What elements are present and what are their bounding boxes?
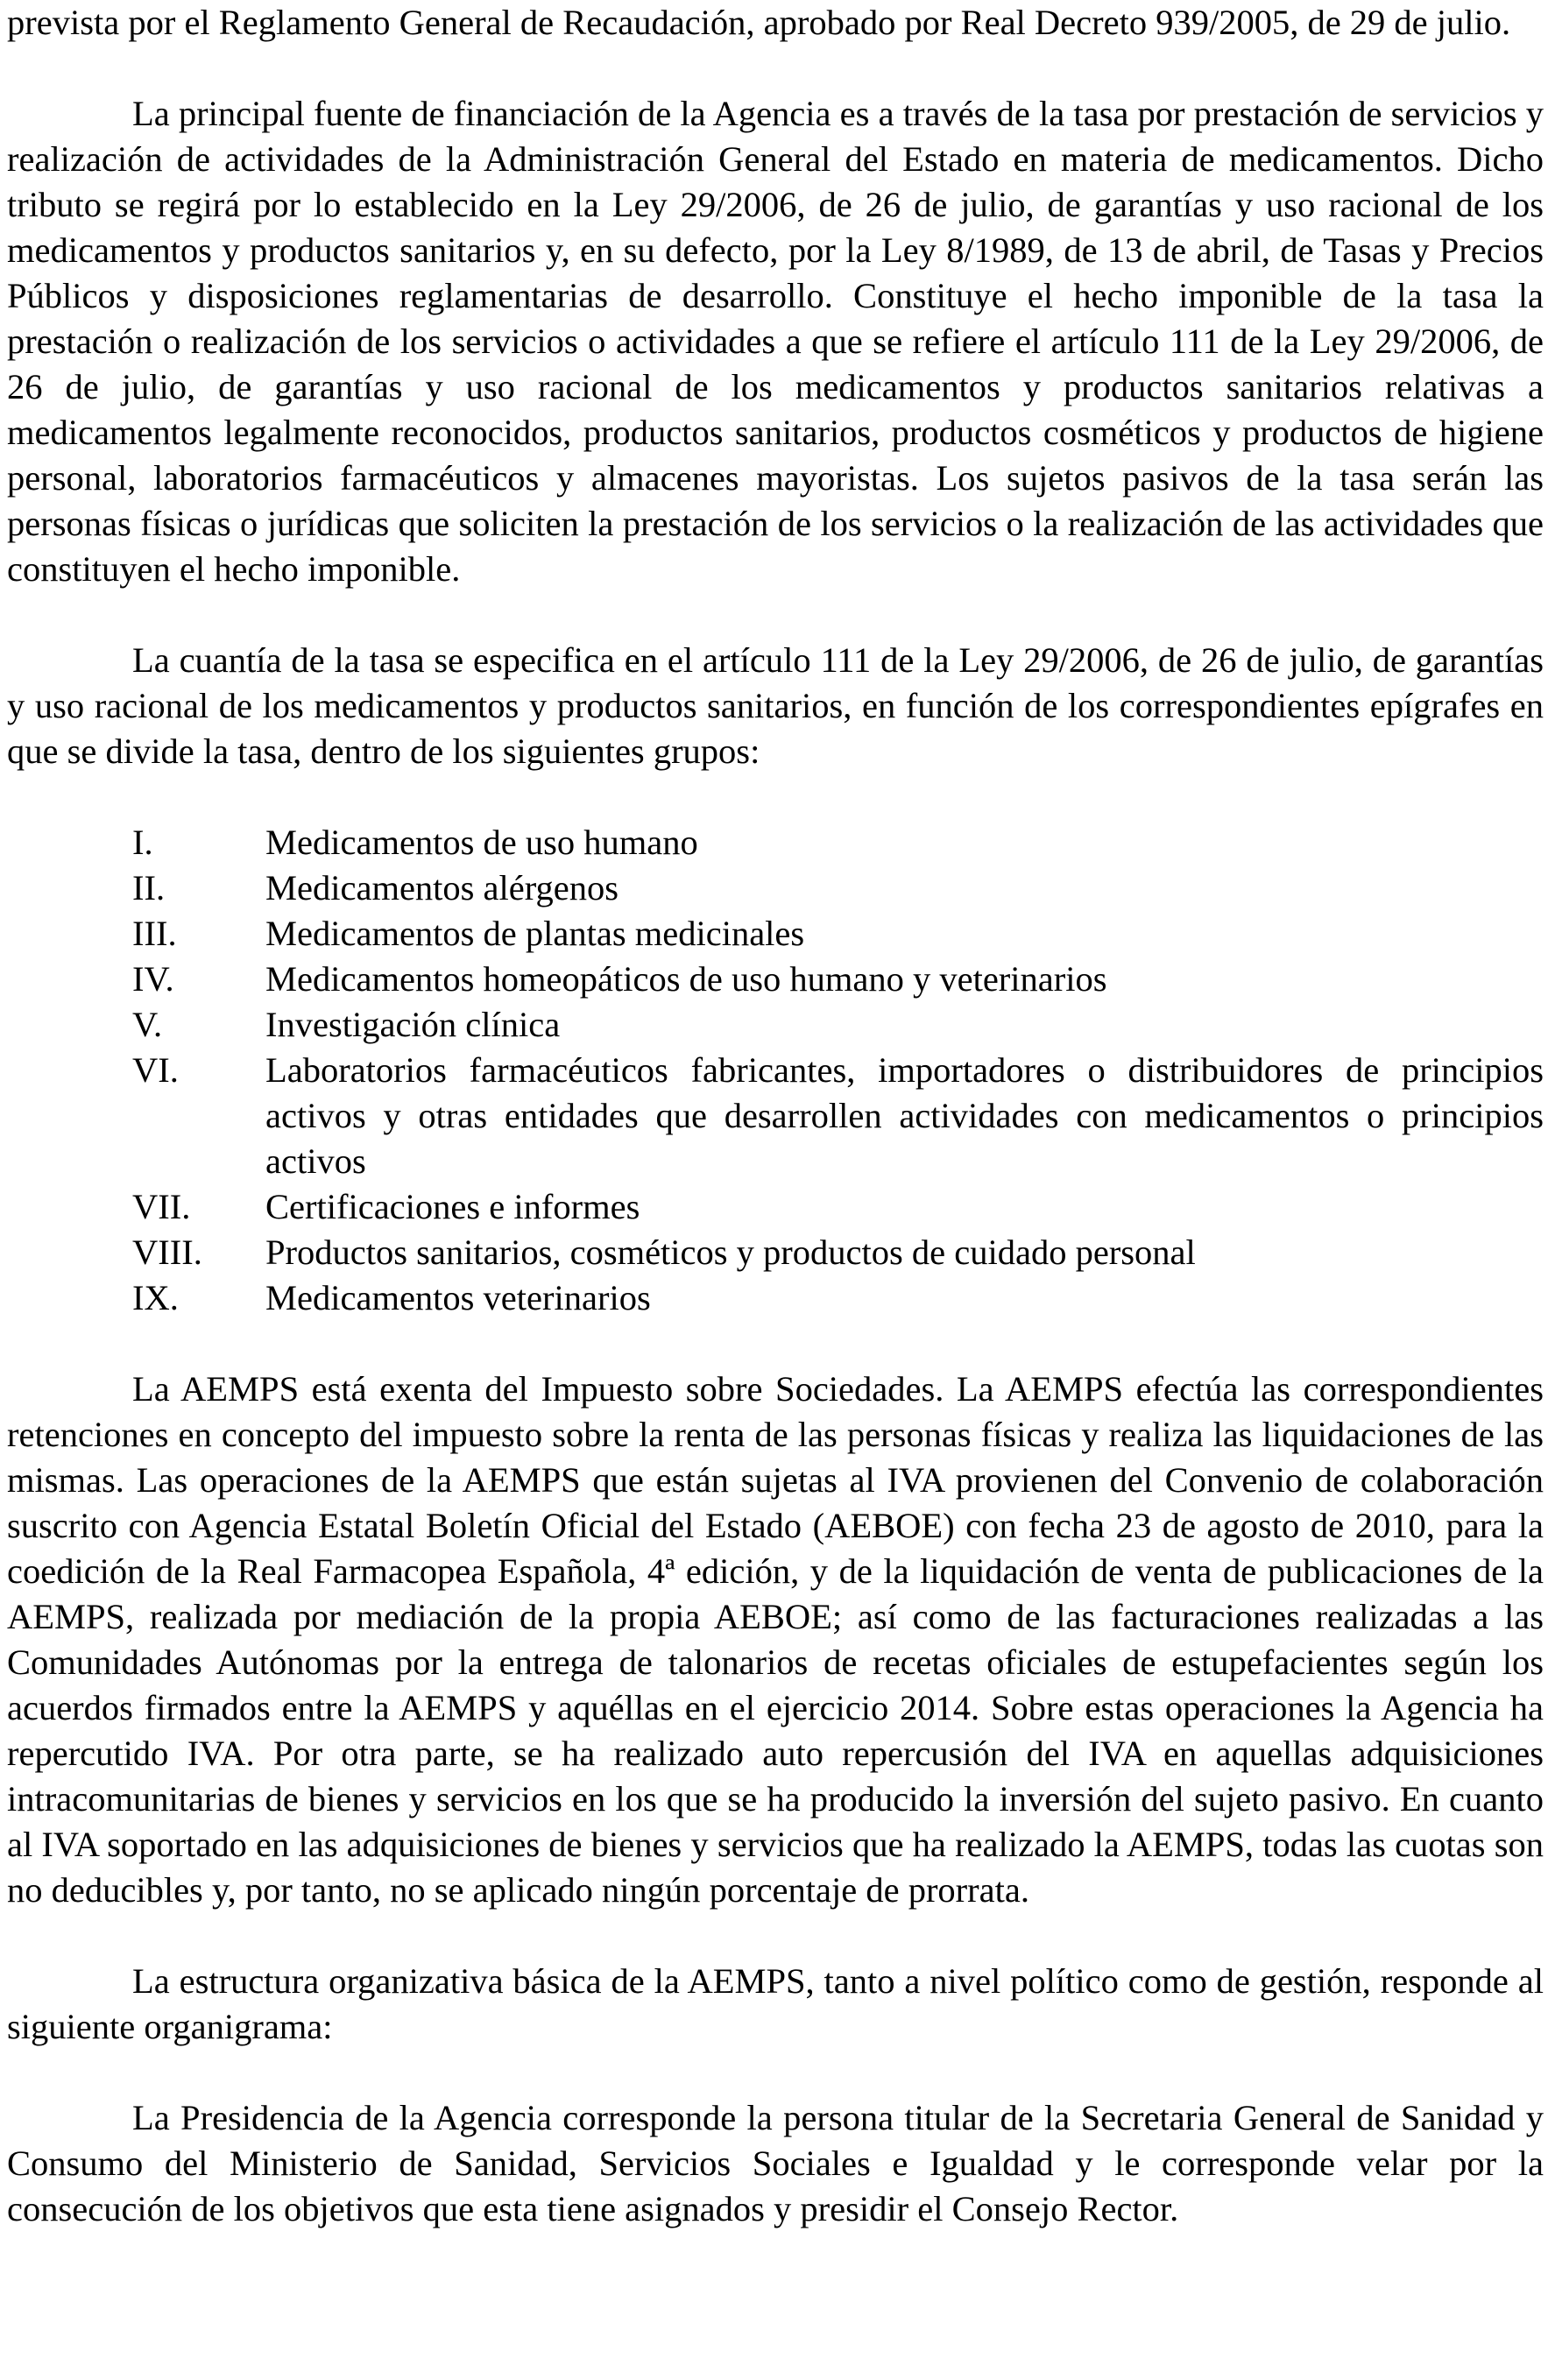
list-item-text: Medicamentos de uso humano (265, 823, 698, 862)
list-item (7, 1275, 1544, 1321)
list-item (7, 865, 1544, 911)
list-item-number: III. (132, 914, 177, 953)
paragraph-fee-amount: La cuantía de la tasa se especifica en el artículo 111 de la Ley 29/2006, de 26 de julio, de garantías y uso racional de los medicamentos y productos sanitarios, en función de los correspondientes epígrafes en que se divide la tasa, dentro de los siguientes grupos: (7, 640, 1544, 771)
list-item-number: I. (132, 823, 153, 862)
fee-groups-list (7, 820, 1544, 1321)
list-item-text: Investigación clínica (265, 1005, 561, 1044)
paragraph-financing: La principal fuente de financiación de la Agencia es a través de la tasa por prestación de servicios y realización de actividades de la Administración General del Estado en materia de medicamentos. Dicho tributo se regirá por lo establecido en la Ley 29/2006, de 26 de julio, de garantías y uso racional de los medicamentos y productos sanitarios y, en su defecto, por la Ley 8/1989, de 13 de abril, de Tasas y Precios Públicos y disposiciones reglamentarias de desarrollo. Constituye el hecho imponible de la tasa la prestación o realización de los servicios o actividades a que se refiere el artículo 111 de la Ley 29/2006, de 26 de julio, de garantías y uso racional de los medicamentos y productos sanitarios relativas a medicamentos legalmente reconocidos, productos sanitarios, productos cosméticos y productos de higiene personal, laboratorios farmacéuticos y almacenes mayoristas. Los sujetos pasivos de la tasa serán las personas físicas o jurídicas que soliciten la prestación de los servicios o la realización de las actividades que constituyen el hecho imponible. (7, 94, 1544, 589)
paragraph-structure: La estructura organizativa básica de la AEMPS, tanto a nivel político como de gestión, responde al siguiente organigrama: (7, 1961, 1544, 2046)
list-item (7, 820, 1544, 865)
list-item-text: Medicamentos alérgenos (265, 868, 619, 908)
list-item-text: Laboratorios farmacéuticos fabricantes, importadores o distribuidores de principios activos y otras entidades que desarrollen actividades con medicamentos o principios activos (265, 1050, 1544, 1181)
list-item-number: V. (132, 1005, 163, 1044)
list-item (7, 1184, 1544, 1230)
paragraph-continuation: prevista por el Reglamento General de Recaudación, aprobado por Real Decreto 939/2005, de 29 de julio. (7, 3, 1511, 42)
list-item-number: VII. (132, 1187, 191, 1226)
list-item-text: Certificaciones e informes (265, 1187, 640, 1226)
paragraph-gap (7, 1913, 1544, 1959)
list-item-number: II. (132, 868, 166, 908)
list-item (7, 1048, 1544, 1184)
document-page (7, 0, 1544, 2232)
list-item-text: Productos sanitarios, cosméticos y productos de cuidado personal (265, 1232, 1196, 1272)
list-item (7, 911, 1544, 957)
paragraph-taxes: La AEMPS está exenta del Impuesto sobre Sociedades. La AEMPS efectúa las correspondientes retenciones en concepto del impuesto sobre la renta de las personas físicas y realiza las liquidaciones de las mismas. Las operaciones de la AEMPS que están sujetas al IVA provienen del Convenio de colaboración suscrito con Agencia Estatal Boletín Oficial del Estado (AEBOE) con fecha 23 de agosto de 2010, para la coedición de la Real Farmacopea Española, 4ª edición, y de la liquidación de venta de publicaciones de la AEMPS, realizada por mediación de la propia AEBOE; así como de las facturaciones realizadas a las Comunidades Autónomas por la entrega de talonarios de recetas oficiales de estupefacientes según los acuerdos firmados entre la AEMPS y aquéllas en el ejercicio 2014. Sobre estas operaciones la Agencia ha repercutido IVA. Por otra parte, se ha realizado auto repercusión del IVA en aquellas adquisiciones intracomunitarias de bienes y servicios en los que se ha producido la inversión del sujeto pasivo. En cuanto al IVA soportado en las adquisiciones de bienes y servicios que ha realizado la AEMPS, todas las cuotas son no deducibles y, por tanto, no se aplicado ningún porcentaje de prorrata. (7, 1369, 1544, 1910)
list-item-text: Medicamentos de plantas medicinales (265, 914, 805, 953)
paragraph-gap (7, 46, 1544, 91)
list-item-number: VI. (132, 1050, 179, 1090)
list-item (7, 1230, 1544, 1275)
paragraph-presidency: La Presidencia de la Agencia corresponde la persona titular de la Secretaria General de Sanidad y Consumo del Ministerio de Sanidad, Servicios Sociales e Igualdad y le corresponde velar por la consecución de los objetivos que esta tiene asignados y presidir el Consejo Rector. (7, 2098, 1544, 2228)
list-item-number: IV. (132, 959, 174, 999)
list-item (7, 1002, 1544, 1048)
paragraph-gap (7, 774, 1544, 820)
list-item-number: IX. (132, 1278, 179, 1317)
list-item-text: Medicamentos homeopáticos de uso humano y veterinarios (265, 959, 1107, 999)
list-item (7, 957, 1544, 1002)
list-item-text: Medicamentos veterinarios (265, 1278, 651, 1317)
paragraph-gap (7, 2050, 1544, 2095)
paragraph-gap (7, 1321, 1544, 1367)
list-item-number: VIII. (132, 1232, 202, 1272)
paragraph-gap (7, 592, 1544, 638)
